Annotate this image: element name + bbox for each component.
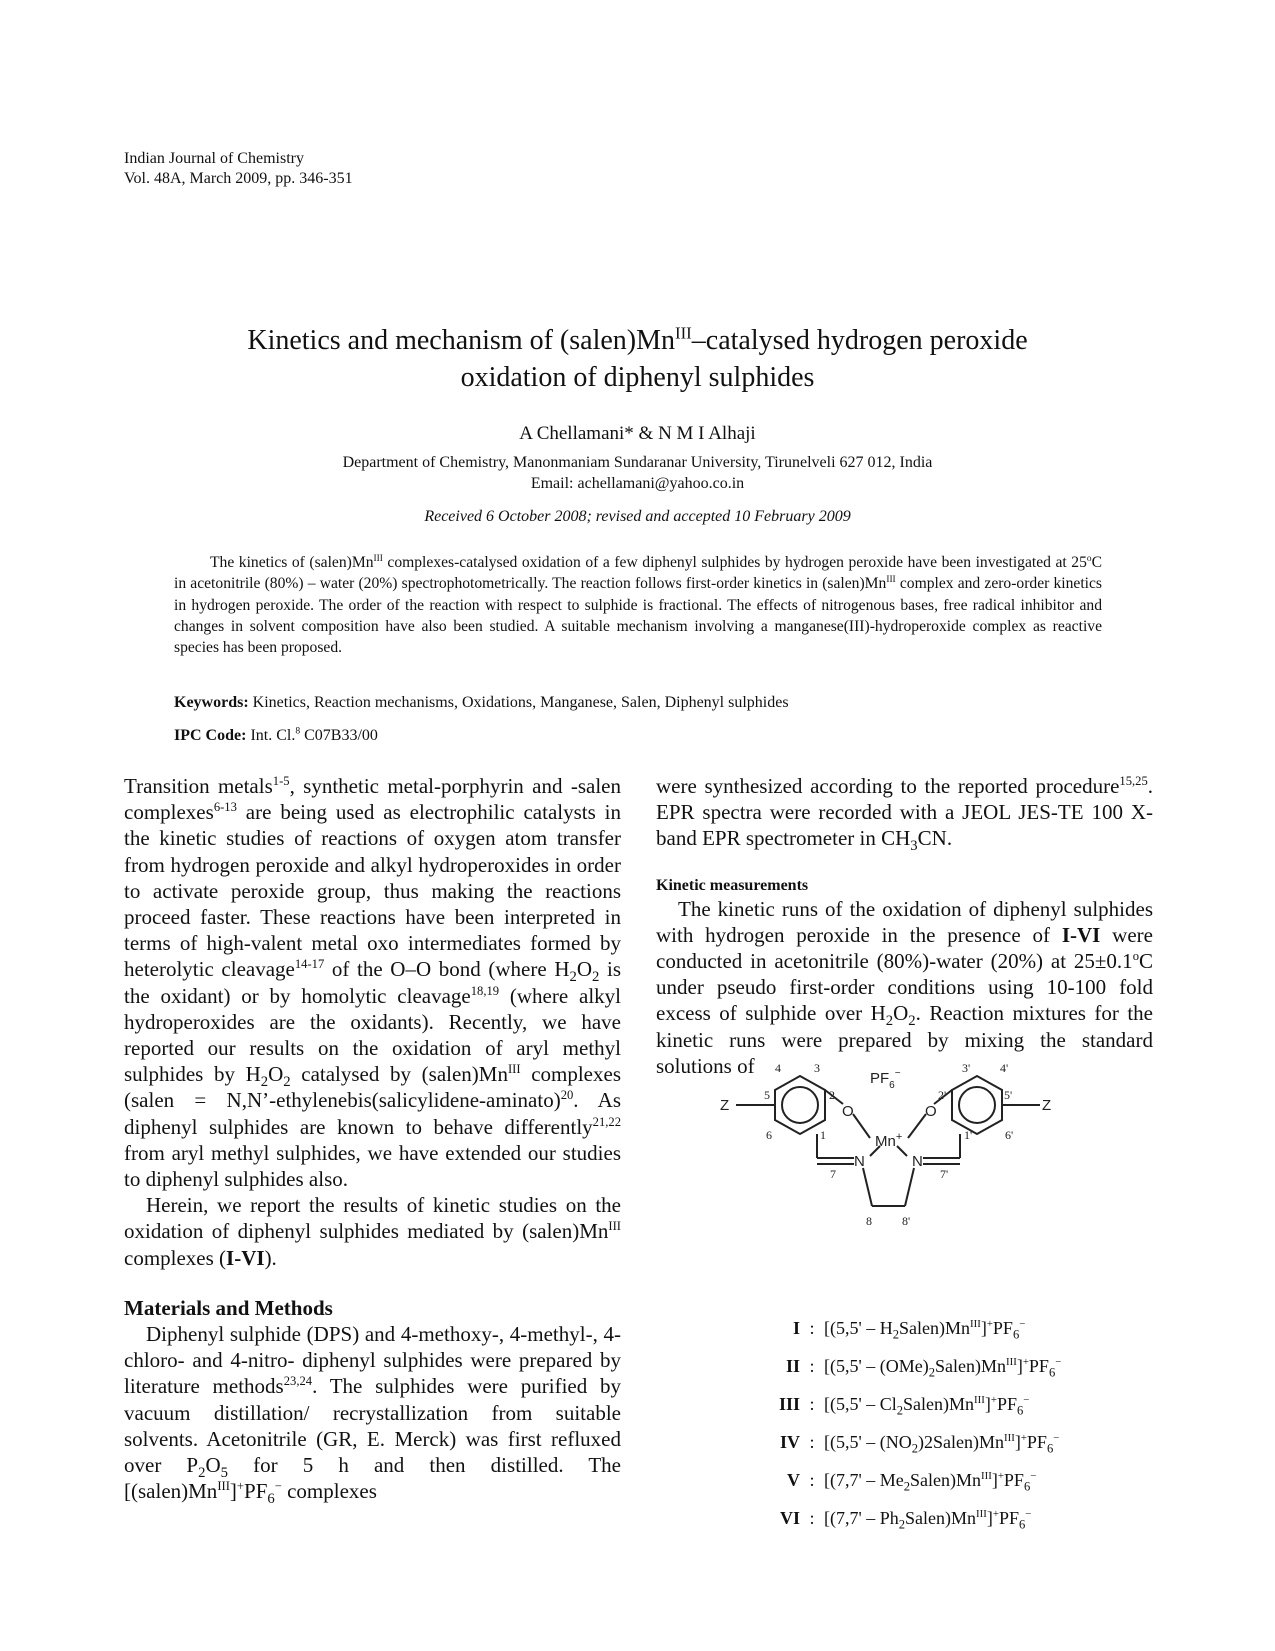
received-dates: Received 6 October 2008; revised and accepted 10 February 2009 bbox=[424, 508, 851, 525]
journal-volume: Vol. 48A, March 2009, pp. 346-351 bbox=[124, 170, 353, 187]
kinetic-paragraph: The kinetic runs of the oxidation of diphenyl sulphides with hydrogen peroxide in the presence of I-VI were conducted in acetonitrile (80%)-water (20%) at $25\pm 0.1^oC$ under pseudo first-order conditions using 10-100 fold excess of sulphide over $H_2O_2$. Reaction mixtures for the kinetic runs were prepared by mixing the standard solutions of bbox=[656, 896, 1153, 1078]
num-4: 4 bbox=[775, 1061, 781, 1075]
materials-paragraph: Diphenyl sulphide (DPS) and 4-methoxy-, 4-methyl-, 4-chloro- and 4-nitro- diphenyl sulphides were prepared by literature methods$^{23,24}$. The sulphides were purified by vacuum distillation/ recrystallization from suitable solvents. Acetonitrile (GR, E. Merck) was first refluxed over $P_2O_5$ for 5 h and then distilled. The $[(salen)Mn^{III}]^+PF_6^-$ complexes bbox=[124, 1322, 621, 1508]
num-3: 3 bbox=[814, 1061, 820, 1075]
left-column bbox=[124, 773, 621, 1508]
num-6: 6 bbox=[766, 1128, 772, 1142]
n-right: N bbox=[912, 1153, 923, 1170]
num-4p: 4' bbox=[1000, 1061, 1009, 1075]
email[interactable]: Email: achellamani@yahoo.co.in bbox=[530, 475, 745, 492]
z-left: Z bbox=[720, 1097, 730, 1114]
journal-name: Indian Journal of Chemistry bbox=[124, 150, 304, 167]
section-heading: Materials and Methods bbox=[124, 1295, 333, 1320]
o-right: O bbox=[925, 1103, 937, 1120]
mn-label: Mn+ bbox=[875, 1131, 903, 1150]
paper-title bbox=[150, 322, 1125, 396]
n-left: N bbox=[854, 1153, 865, 1170]
o-left: O bbox=[842, 1103, 854, 1120]
num-8: 8 bbox=[866, 1214, 872, 1228]
synthesis-paragraph: were synthesized according to the reported procedure$^{15,25}$. EPR spectra were recorded with a JEOL JES-TE 100 X-band EPR spectrometer in $CH_3CN$. bbox=[656, 774, 1153, 855]
num-1p: 1' bbox=[964, 1128, 973, 1142]
complex-item: VI : $[(7,7' - Ph_2Salen)Mn^{III}]^+PF_6^-$ bbox=[779, 1508, 1032, 1532]
keywords-text: Kinetics, Reaction mechanisms, Oxidations, Manganese, Salen, Diphenyl sulphides bbox=[248, 694, 789, 711]
complex-item: I : $[(5,5' - H_2Salen)Mn^{III}]^+PF_6^-$ bbox=[792, 1318, 1026, 1342]
title-sup: III bbox=[675, 323, 692, 343]
complex-item: IV : $[(5,5' - (NO_2)2Salen)Mn^{III}]^+PF_6^-$ bbox=[779, 1432, 1060, 1456]
complex-item: III : $[(5,5' - Cl_2Salen)Mn^{III}]^+PF_6^-$ bbox=[778, 1394, 1030, 1418]
keywords-label: Keywords: bbox=[174, 694, 249, 711]
affiliation: Department of Chemistry, Manonmaniam Sundaranar University, Tirunelveli 627 012, India bbox=[342, 454, 933, 471]
ipc-code: IPC Code: Int. Cl.$^8$ C07B33/00 bbox=[174, 725, 378, 744]
title-part1: Kinetics and mechanism of (salen)Mn bbox=[247, 325, 675, 356]
title-line2: oxidation of diphenyl sulphides bbox=[460, 362, 815, 393]
num-2: 2 bbox=[829, 1088, 835, 1102]
num-3p: 3' bbox=[962, 1061, 971, 1075]
complex-item: V : $[(7,7' - Me_2Salen)Mn^{III}]^+PF_6^-$ bbox=[787, 1470, 1037, 1494]
subsection-heading: Kinetic measurements bbox=[656, 876, 809, 894]
complex-item: II : $[(5,5' - (OMe)_2Salen)Mn^{III}]^+PF_6^-$ bbox=[785, 1356, 1062, 1380]
num-1: 1 bbox=[820, 1128, 826, 1142]
keywords bbox=[174, 694, 1102, 712]
z-right: Z bbox=[1042, 1097, 1052, 1114]
abstract: The kinetics of $(salen)Mn^{III}$ complexes-catalysed oxidation of a few diphenyl sulphides by hydrogen peroxide have been investigated at 25$^o$C in acetonitrile (80%) – water (20%) spectrophotometrically. The reaction follows first-order kinetics in $(salen)Mn^{III}$ complex and zero-order kinetics in hydrogen peroxide. The order of the reaction with respect to sulphide is fractional. The effects of nitrogenous bases, free radical inhibitor and changes in solvent composition have also been studied. A suitable mechanism involving a manganese(III)-hydroperoxide complex as reactive species has been proposed. bbox=[174, 553, 1102, 657]
num-5p: 5' bbox=[1004, 1088, 1013, 1102]
num-5: 5 bbox=[764, 1088, 770, 1102]
pf6-label: $PF_6^-$ bbox=[870, 1068, 901, 1091]
journal-header bbox=[124, 149, 353, 189]
complex-list bbox=[770, 1318, 1061, 1546]
num-6p: 6' bbox=[1005, 1128, 1014, 1142]
herein-paragraph: Herein, we report the results of kinetic studies on the oxidation of diphenyl sulphides mediated by $(salen)Mn^{III}$ complexes (I-VI). bbox=[124, 1193, 621, 1270]
affiliation-block bbox=[150, 452, 1125, 494]
ipc-label: IPC Code: bbox=[174, 727, 247, 744]
num-2p: 2' bbox=[938, 1088, 947, 1102]
title-part2: –catalysed hydrogen peroxide bbox=[691, 325, 1028, 356]
num-7p: 7' bbox=[940, 1167, 949, 1181]
salen-mn-structure bbox=[720, 998, 1120, 1273]
authors: A Chellamani* & N M I Alhaji bbox=[519, 423, 756, 444]
num-8p: 8' bbox=[902, 1214, 911, 1228]
intro-paragraph: Transition metals$^{1-5}$, synthetic metal-porphyrin and -salen complexes$^{6-13}$ are being used as electrophilic catalysts in the kinetic studies of reactions of oxygen atom transfer from hydrogen peroxide and alkyl hydroperoxides in order to activate peroxide group, thus making the reactions proceed faster. These reactions have been interpreted in terms of high-valent metal oxo intermediates formed by heterolytic cleavage$^{14-17}$ of the O–O bond (where $H_2O_2$ is the oxidant) or by homolytic cleavage$^{18,19}$ (where alkyl hydroperoxides are the oxidants). Recently, we have reported our results on the oxidation of aryl methyl sulphides by $H_2O_2$ catalysed by $(salen)Mn^{III}$ complexes (salen = N,N’-ethylenebis(salicylidene-aminato)$^{20}$. As diphenyl sulphides are known to behave differently$^{21,22}$ from aryl methyl sulphides, we have extended our studies to diphenyl sulphides also. bbox=[124, 774, 621, 1192]
num-7: 7 bbox=[830, 1167, 836, 1181]
